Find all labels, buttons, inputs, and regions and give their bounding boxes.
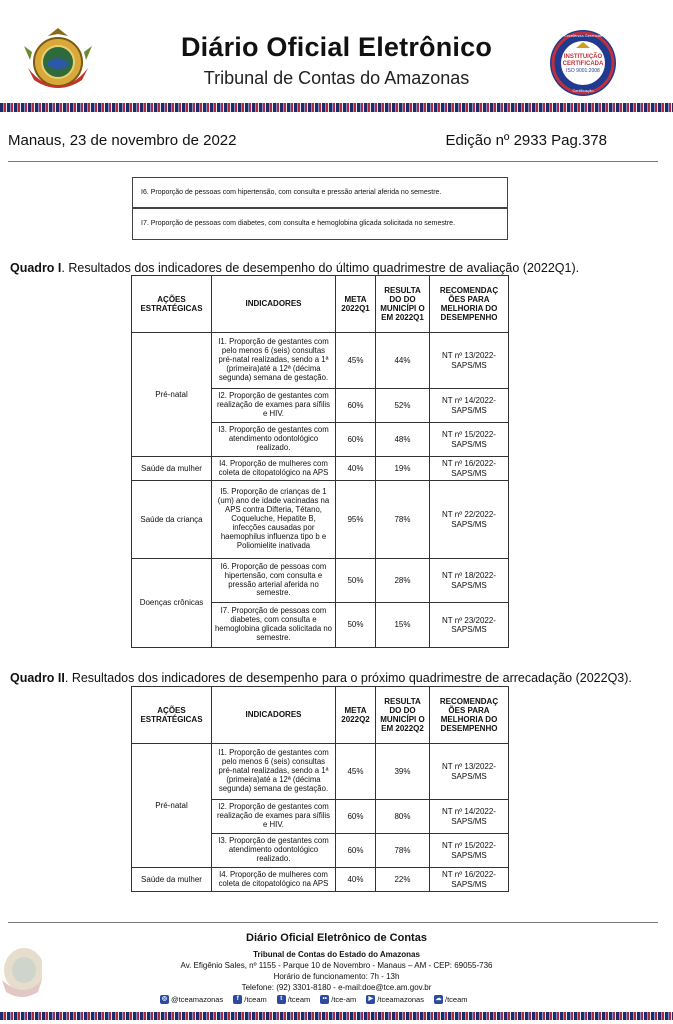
recommendation-cell: NT nº 13/2022-SAPS/MS (430, 333, 509, 389)
social-flickr[interactable] (320, 995, 356, 1004)
meta-cell: 60% (336, 389, 376, 423)
seal-arc-top: Excelência Gerencial (564, 33, 602, 38)
result-cell: 15% (376, 603, 430, 648)
meta-cell: 45% (336, 333, 376, 389)
quadro2-title-text: . Resultados dos indicadores de desempenho para o próximo quadrimestre de arrecadação (2022Q3). (64, 671, 632, 685)
footer-contact: Telefone: (92) 3301-8180 - e-mail:doe@tce.am.gov.br (241, 983, 432, 992)
social-youtube[interactable] (366, 995, 424, 1004)
result-cell: 39% (376, 744, 430, 800)
social-label: /tceam (444, 995, 468, 1004)
social-facebook[interactable] (233, 995, 267, 1004)
quadro2-title (10, 671, 632, 685)
recommendation-cell: NT nº 15/2022-SAPS/MS (430, 834, 509, 868)
social-instagram[interactable] (160, 995, 223, 1004)
recommendation-cell: NT nº 14/2022-SAPS/MS (430, 389, 509, 423)
group-cell: Pré-natal (132, 744, 212, 868)
col-header-indicadores: INDICADORES (212, 687, 336, 744)
result-cell: 19% (376, 457, 430, 481)
quadro2-title-bold: Quadro II (10, 671, 65, 685)
seal-line-3: ISO 9001:2008 (566, 68, 600, 74)
footer-org: Tribunal de Contas do Estado do Amazonas (253, 950, 420, 959)
indicator-cell: I1. Proporção de gestantes com pelo menos 6 (seis) consultas pré-natal realizadas, sendo a 1ª (primeira)até a 12ª (décima segunda) semana de gestação. (212, 744, 336, 800)
social-label: /tceamazonas (377, 995, 424, 1004)
group-cell: Saúde da mulher (132, 457, 212, 481)
quadro1-title (10, 261, 579, 275)
meta-cell: 40% (336, 868, 376, 892)
seal-line-1: INSTITUIÇÃO (563, 54, 603, 60)
group-cell: Saúde da mulher (132, 868, 212, 892)
seal-line-2: CERTIFICADA (562, 61, 604, 67)
seal-arc-bottom: Certificação (572, 88, 594, 93)
indicator-cell: I4. Proporção de mulheres com coleta de citopatológico na APS (212, 457, 336, 481)
meta-cell: 60% (336, 834, 376, 868)
indicator-box-i7: I7. Proporção de pessoas com diabetes, com consulta e hemoglobina glicada solicitada no semestre. (132, 208, 508, 240)
flickr-icon: •• (320, 995, 329, 1004)
indicator-cell: I1. Proporção de gestantes com pelo menos 6 (seis) consultas pré-natal realizadas, sendo a 1ª (primeira)até a 12ª (décima segunda) semana de gestação. (212, 333, 336, 389)
footer-title: Diário Oficial Eletrônico de Contas (246, 932, 427, 944)
dateline: Manaus, 23 de novembro de 2022 (8, 132, 237, 149)
header-decorative-band (0, 103, 673, 112)
recommendation-cell: NT nº 22/2022-SAPS/MS (430, 481, 509, 559)
meta-cell: 50% (336, 559, 376, 603)
recommendation-cell: NT nº 18/2022-SAPS/MS (430, 559, 509, 603)
group-cell: Pré-natal (132, 333, 212, 457)
col-header-meta: META 2022Q1 (336, 276, 376, 333)
indicator-cell: I2. Proporção de gestantes com realização de exames para sífilis e HIV. (212, 800, 336, 834)
quadro1-title-text: . Resultados dos indicadores de desempenho do último quadrimestre de avaliação (2022Q1). (61, 261, 580, 275)
facebook-icon: f (233, 995, 242, 1004)
col-header-resultado: RESULTA DO DO MUNICÍPI O EM 2022Q1 (376, 276, 430, 333)
social-label: /tceam (287, 995, 311, 1004)
table-header-row (132, 687, 509, 744)
newspaper-title: Diário Oficial Eletrônico (180, 32, 493, 62)
social-soundcloud[interactable] (434, 995, 468, 1004)
meta-cell: 50% (336, 603, 376, 648)
instagram-icon: ◎ (161, 996, 168, 1002)
social-label: /tceam (244, 995, 267, 1004)
result-cell: 48% (376, 423, 430, 457)
quadro1-title-bold: Quadro I (10, 261, 62, 275)
meta-cell: 40% (336, 457, 376, 481)
table-row (132, 868, 509, 892)
indicator-cell: I6. Proporção de pessoas com hipertensão, com consulta e pressão arterial aferida no semestre. (212, 559, 336, 603)
result-cell: 80% (376, 800, 430, 834)
divider (8, 161, 658, 162)
footer-address: Av. Efigênio Sales, nº 1155 - Parque 10 de Novembro - Manaus – AM - CEP: 69055-736 (180, 961, 493, 970)
indicator-cell: I2. Proporção de gestantes com realização de exames para sífilis e HIV. (212, 389, 336, 423)
table-row (132, 481, 509, 559)
result-cell: 52% (376, 389, 430, 423)
edition-page: Edição nº 2933 Pag.378 (445, 132, 607, 149)
quadro2-table (131, 686, 509, 892)
indicator-cell: I5. Proporção de crianças de 1 (um) ano de idade vacinadas na APS contra Difteria, Tétano, Coqueluche, Hepatite B, infecções causadas por haemophilus influenza tipo b e Poliomielite inativada (212, 481, 336, 559)
table-header-row (132, 276, 509, 333)
recommendation-cell: NT nº 16/2022-SAPS/MS (430, 457, 509, 481)
meta-cell: 95% (336, 481, 376, 559)
result-cell: 78% (376, 834, 430, 868)
youtube-icon: ▶ (366, 995, 375, 1004)
footer-watermark-logo (0, 936, 42, 1004)
col-header-acoes: AÇÕES ESTRATÉGICAS (132, 276, 212, 333)
quadro1-table (131, 275, 509, 648)
result-cell: 78% (376, 481, 430, 559)
meta-cell: 60% (336, 800, 376, 834)
footer-decorative-band (0, 1012, 673, 1020)
col-header-acoes: AÇÕES ESTRATÉGICAS (132, 687, 212, 744)
group-cell: Doenças crônicas (132, 559, 212, 648)
indicator-cell: I3. Proporção de gestantes com atendimento odontológico realizado. (212, 834, 336, 868)
recommendation-cell: NT nº 13/2022-SAPS/MS (430, 744, 509, 800)
soundcloud-icon: ☁ (435, 996, 442, 1002)
indicator-cell: I7. Proporção de pessoas com diabetes, com consulta e hemoglobina glicada solicitada no semestre. (212, 603, 336, 648)
indicator-cell: I3. Proporção de gestantes com atendimento odontológico realizado. (212, 423, 336, 457)
footer-socials (160, 995, 468, 1004)
result-cell: 28% (376, 559, 430, 603)
col-header-indicadores: INDICADORES (212, 276, 336, 333)
table-row (132, 559, 509, 603)
recommendation-cell: NT nº 16/2022-SAPS/MS (430, 868, 509, 892)
recommendation-cell: NT nº 15/2022-SAPS/MS (430, 423, 509, 457)
result-cell: 22% (376, 868, 430, 892)
table-row (132, 333, 509, 389)
social-twitter[interactable] (277, 995, 311, 1004)
iso-certification-seal (548, 28, 618, 98)
col-header-meta: META 2022Q2 (336, 687, 376, 744)
meta-cell: 60% (336, 423, 376, 457)
col-header-resultado: RESULTA DO DO MUNICÍPI O EM 2022Q2 (376, 687, 430, 744)
twitter-icon: t (277, 995, 286, 1004)
table-row (132, 744, 509, 800)
recommendation-cell: NT nº 23/2022-SAPS/MS (430, 603, 509, 648)
footer-divider (8, 922, 658, 923)
indicator-cell: I4. Proporção de mulheres com coleta de citopatológico na APS (212, 868, 336, 892)
table-row (132, 457, 509, 481)
col-header-recomendacoes: RECOMENDAÇ ÕES PARA MELHORIA DO DESEMPENHO (430, 276, 509, 333)
col-header-recomendacoes: RECOMENDAÇ ÕES PARA MELHORIA DO DESEMPENHO (430, 687, 509, 744)
newspaper-subtitle: Tribunal de Contas do Amazonas (203, 68, 470, 88)
social-label: @tceamazonas (171, 995, 224, 1004)
indicator-box-i6: I6. Proporção de pessoas com hipertensão, com consulta e pressão arterial aferida no semestre. (132, 177, 508, 208)
result-cell: 44% (376, 333, 430, 389)
social-label: /tce-am (331, 995, 357, 1004)
meta-cell: 45% (336, 744, 376, 800)
group-cell: Saúde da criança (132, 481, 212, 559)
recommendation-cell: NT nº 14/2022-SAPS/MS (430, 800, 509, 834)
footer-hours: Horário de funcionamento: 7h - 13h (273, 972, 400, 981)
